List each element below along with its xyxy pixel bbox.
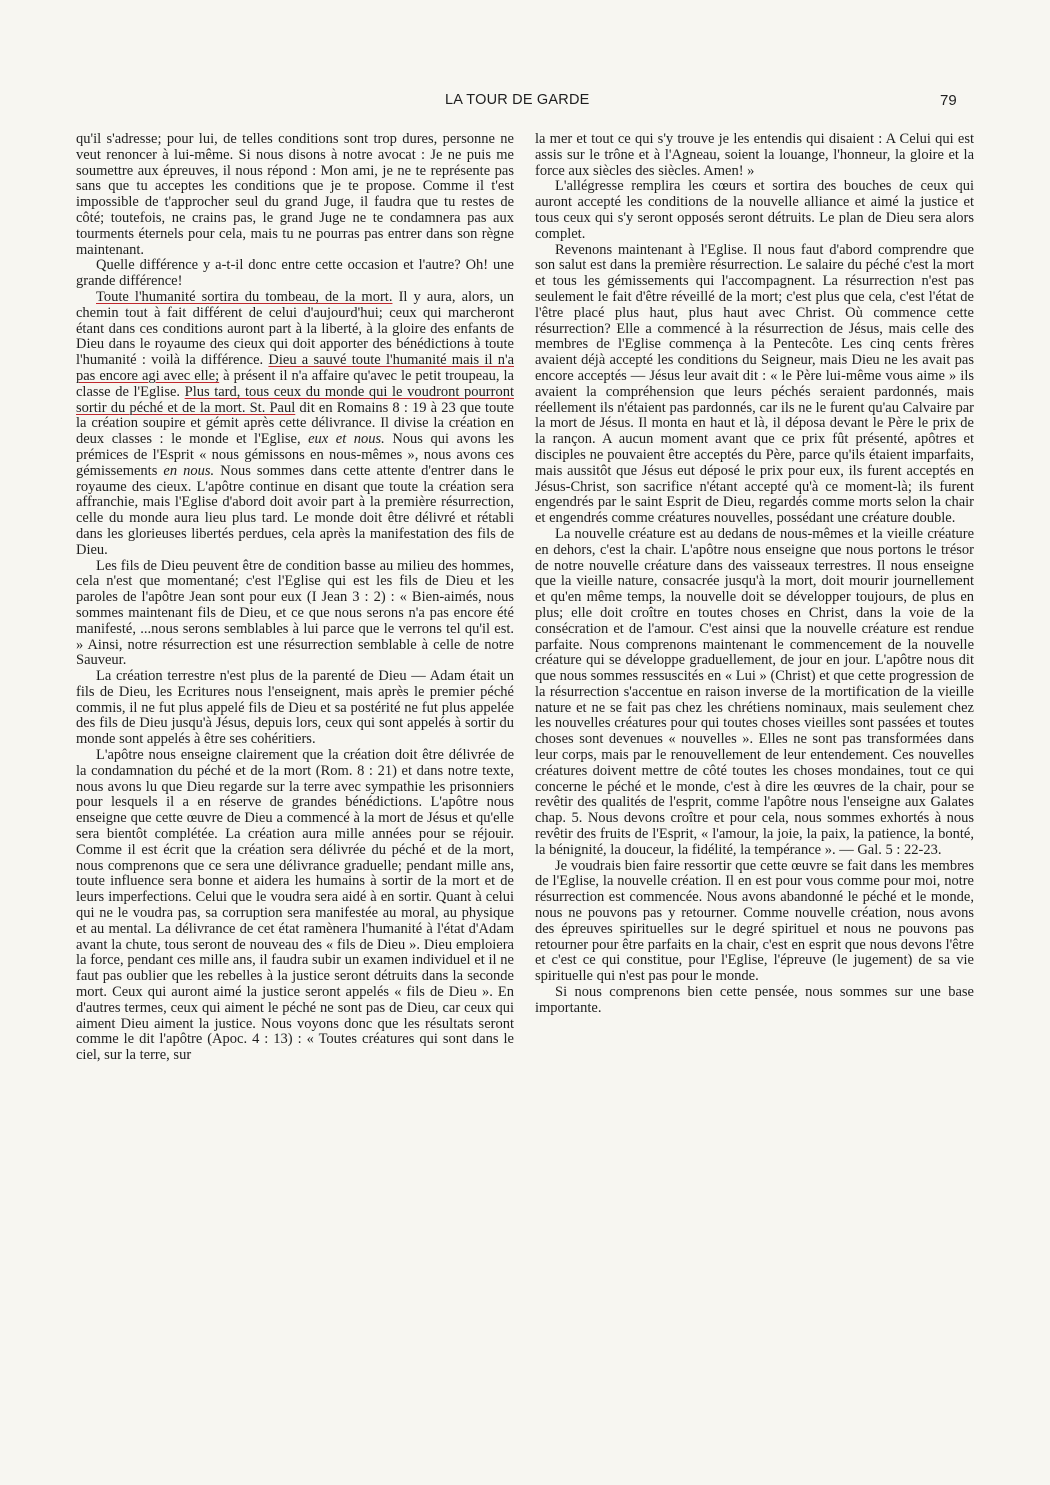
paragraph: Quelle différence y a-t-il donc entre cette occasion et l'autre? Oh! une grande différence! xyxy=(76,257,514,290)
paragraph: Si nous comprenons bien cette pensée, nous sommes sur une base importante. xyxy=(535,984,974,1016)
underlined-passage: Plus tard, tous ceux du monde qui le voudront pourront sortir du péché et de la mort. St. Paul xyxy=(76,383,514,416)
paragraph: L'apôtre nous enseigne clairement que la création doit être délivrée de la condamnation du péché et de la mort (Rom. 8 : 21) et dans notre texte, nous avons lu que Dieu regarde sur la terre avec sympathie les prisonniers pour lesquels il a en réserve de grandes bénédictions. L'apôtre nous enseigne que cette œuvre de Dieu a commencé à la mort de Jésus et qu'elle sera bientôt complétée. La création aura mille années pour se réjouir. Comme il est écrit que la création sera délivrée du péché et de la mort, nous comprenons que ce sera une délivrance graduelle; pendant mille ans, toute influence sera bonne et aidera les humains à sortir de la mort et de leurs imperfections. Celui que le voudra sera aidé à en sortir. Quant à celui qui ne le voudra pas, sa corruption sera manifestée au moral, au physique et au mental. La délivrance de cet état ramènera l'humanité à l'état d'Adam avant la chute, tous seront de nouveau des « fils de Dieu ». Dieu emploiera la force, pendant ces mille ans, il faudra subir un examen individuel et il ne faut pas oublier que les rebelles à la justice seront détruits dans la seconde mort. Ceux qui auront aimé la justice seront appelés « fils de Dieu ». En d'autres termes, ceux qui aiment le péché ne sont pas de Dieu, car ceux qui aiment Dieu aiment la justice. Nous voyons donc que les résultats seront comme le dit l'apôtre (Apoc. 4 : 13) : « Toutes créatures qui sont dans le ciel, sur la terre, sur xyxy=(76,747,514,1064)
text-run: Nous sommes dans cette attente d'entrer dans le royaume des cieux. L'apôtre continue en disant que toute la création sera affranchie, mais l'Eglise d'abord doit avoir part à la première résurrection, celle du monde aura lieu plus tard. Le monde doit être délivré et rétabli dans les glorieuses libertés perdues, cela après la manifestation des fils de Dieu. xyxy=(76,462,514,558)
underlined-passage: Dieu a sauvé toute l'humanité mais il n'a pas encore agi avec elle; xyxy=(76,352,514,384)
italic-text: en nous. xyxy=(163,462,215,479)
paragraph: L'allégresse remplira les cœurs et sortira des bouches de ceux qui auront accepté les conditions de la nouvelle alliance et aimé la justice et tous ceux qui s'y seront opposés seront détruits. Le plan de Dieu sera alors complet. xyxy=(535,178,974,242)
right-column xyxy=(535,132,974,1017)
paragraph: La création terrestre n'est plus de la parenté de Dieu — Adam était un fils de Dieu, les Ecritures nous l'enseignent, mais après le premier péché commis, il ne fut plus appelé fils de Dieu et sa postérité ne fut plus appelée des fils de Dieu jusqu'à Jésus, depuis lors, ceux qui sont appelés à sortir du monde sont appelés à être ses cohéritiers. xyxy=(76,668,514,748)
paragraph: Je voudrais bien faire ressortir que cette œuvre se fait dans les membres de l'Eglise, la nouvelle création. Il en est pour vous comme pour moi, notre résurrection est commencée. Nous avons abandonné le péché et le monde, nous ne pouvons pas y retourner. Comme nouvelle création, nous avons des épreuves spirituelles sur le degré spirituel et nous ne pouvons pas retourner pour être parfaits en la chair, c'est en esprit que nous devons l'être et c'est ce qui constitue, pour l'Eglise, l'épreuve (le jugement) de sa vie spirituelle qui n'est pas pour le monde. xyxy=(535,857,974,985)
text-run: à présent il n'a affaire qu'avec le petit troupeau, la classe de l'Eglise. xyxy=(76,367,514,400)
page-number: 79 xyxy=(940,92,957,109)
paragraph: qu'il s'adresse; pour lui, de telles conditions sont trop dures, personne ne veut renoncer à lui-même. Si nous disons à notre avocat : Je ne puis me soumettre aux épreuves, il nous répond : Mon ami, je ne te représente pas sans que tu acceptes les conditions que je te propose. Comme il t'est impossible de t'approcher seul du grand Juge, il faudra que tu restes de côté; toutefois, ne crains pas, le grand Juge ne te condamnera pas aux tourments éternels pour cela, mais tu ne pourras pas entrer dans son règne maintenant. xyxy=(76,131,514,258)
italic-text: eux et nous. xyxy=(308,431,385,448)
left-column xyxy=(76,132,514,1064)
text-run: Nous qui avons les prémices de l'Esprit « nous gémissons en nous-mêmes », nous avons ces gémissements xyxy=(76,431,514,479)
underlined-passage: Toute l'humanité sortira du tombeau, de la mort. xyxy=(96,288,393,305)
running-head: LA TOUR DE GARDE xyxy=(445,92,590,108)
paragraph xyxy=(76,290,514,559)
paragraph: La nouvelle créature est au dedans de nous-mêmes et la vieille créature en dehors, c'est la chair. L'apôtre nous enseigne que nous portons le trésor de notre nouvelle créature dans des vaisseaux terrestres. Il nous enseigne que la vieille nature, consacrée jusqu'à la mort, doit mourir journellement et qu'en même temps, la nouvelle doit se développer toujours, de plus en plus; elle doit croître en toutes choses en Christ, dans la voie de la consécration et de l'amour. C'est ainsi que la nouvelle créature est rendue parfaite. Nous comprenons maintenant le commencement de la nouvelle créature qui se développe graduellement, de jour en jour. L'apôtre nous dit que nous sommes ressuscités en « Lui » (Christ) et que cette progression de la résurrection s'accentue en raison inverse de la mortification de la vieille nature et ne se fait pas chez les chrétiens nominaux, mais seulement chez les nouvelles créatures pour qui toutes choses vieilles sont passées et toutes choses sont devenues « nouvelles ». Elles ne sont pas transformées dans leur corps, mais par le renouvellement de leur entendement. Ces nouvelles créatures doivent mettre de côté toutes les choses mondaines, tout ce qui concerne le péché et le monde, c'est à dire les œuvres de la chair, pour se revêtir des qualités de l'esprit, comme l'apôtre nous l'enseigne aux Galates chap. 5. Nous devons croître et pour cela, nous sommes exhortés à nous revêtir des fruits de l'Esprit, « l'amour, la joie, la paix, la patience, la bonté, la bénignité, la douceur, la fidélité, la tempérance ». — Gal. 5 : 22-23. xyxy=(535,525,974,858)
text-run: Il y aura, alors, un chemin tout à fait différent de celui d'aujourd'hui; ceux qui marcheront étant dans ces conditions auront part à la liberté, à la gloire des enfants de Dieu dans le royaume des cieux qui doit apporter des bénédictions à toute l'humanité : voilà la différence. xyxy=(76,288,514,369)
paragraph: Les fils de Dieu peuvent être de condition basse au milieu des hommes, cela n'est que momentané; c'est l'Eglise qui est les fils de Dieu et les paroles de l'apôtre Jean sont pour eux (I Jean 3 : 2) : « Bien-aimés, nous sommes maintenant fils de Dieu, et ce que nous serons n'a pas encore été manifesté, ...nous serons semblables à lui parce que le verrons tel qu'il est. » Ainsi, notre résurrection est une résurrection semblable à celle de notre Sauveur. xyxy=(76,557,514,669)
text-run: dit en Romains 8 : 19 à 23 que toute la création soupire et gémit après cette délivrance. Il divise la création en deux classes : le monde et l'Eglise, xyxy=(76,399,514,448)
paragraph: Revenons maintenant à l'Eglise. Il nous faut d'abord comprendre que son salut est dans la première résurrection. Le salaire du péché c'est la mort et tous les gémissements qui l'accompagnent. La résurrection n'est pas seulement le fait d'être réveillé de la mort; c'est plus que cela, c'est l'état de l'être placé plus haut, plus haut avec Christ. Où commence cette résurrection? Elle a commencé à la résurrection de Jésus, mais celle des membres de l'Eglise commença à la Pentecôte. Les cinq cents frères avaient déjà accepté les conditions du Seigneur, mais Dieu ne les avait pas encore acceptés — Jésus leur avait dit : « le Père lui-même vous aime » ils avaient la compréhension que leurs péchés seraient pardonnés, mais réellement ils n'étaient pas pardonnés, car ils ne le furent qu'au Calvaire par la mort de Jésus. Il monta en haut et là, il déposa devant le Père le prix de la rançon. A aucun moment avant que ce prix fût présenté, apôtres et disciples ne pouvaient être acceptés du Père, parce qu'ils étaient imparfaits, mais aussitôt que Jésus eut déposé le prix pour eux, ils furent acceptés en Jésus-Christ, son sacrifice n'étant accepté qu'à ce moment-là; ils furent engendrés par le saint Esprit de Dieu, regardés comme morts selon la chair et engendrés comme créatures nouvelles, possédant une créature double. xyxy=(535,241,974,527)
paragraph: la mer et tout ce qui s'y trouve je les entendis qui disaient : A Celui qui est assis sur le trône et à l'Agneau, soient la louange, l'honneur, la gloire et la force aux siècles des siècles. Amen! » xyxy=(535,131,974,179)
